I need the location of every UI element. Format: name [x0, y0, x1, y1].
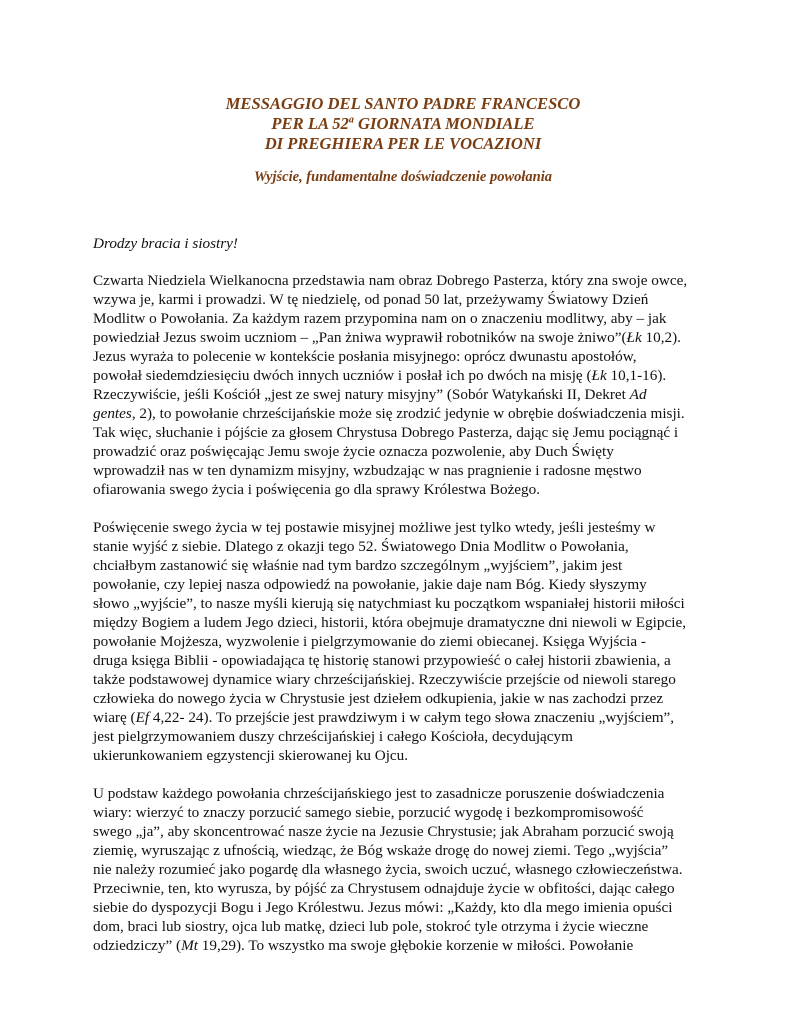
text-line: dom, braci lub siostry, ojca lub matkę, dzieci lub pole, stokroć tyle otrzyma i życie wieczne	[93, 918, 649, 935]
text-run: 10,1-16).	[606, 367, 667, 384]
text-run: wiarę (	[93, 709, 136, 726]
citation-title: Ad	[629, 386, 647, 403]
citation-book: Mt	[181, 937, 198, 954]
text-line: chciałbym zastanowić się właśnie nad tym bardzo szczególnym „wyjściem”, jakim jest	[93, 557, 623, 574]
text-run: 4,22- 24). To przejście jest prawdziwym i w całym tego słowa znaczeniu „wyjściem”,	[149, 709, 675, 726]
citation-book: Ef	[135, 709, 150, 726]
text-run: powiedział Jezus swoim uczniom – „Pan żniwa wyprawił robotników na swoje żniwo”(	[93, 329, 627, 346]
document-page	[93, 94, 713, 955]
text-line: jest pielgrzymowaniem duszy chrześcijańskiej i całego Kościoła, decydującym	[93, 728, 573, 745]
text-line: ziemię, wyruszając z ufnością, wiedząc, że Bóg wskaże drogę do nowej ziemi. Tego „wyjścia”	[93, 842, 669, 859]
text-line: druga księga Biblii - opowiadająca tę historię stanowi przypowieść o całej historii zbawienia, a	[93, 652, 671, 669]
text-line: powołanie, czy lepiej nasza odpowiedź na powołanie, jakie daje nam Bóg. Kiedy słyszymy	[93, 576, 647, 593]
text-run: 10,2).	[641, 329, 681, 346]
document-subtitle: Wyjście, fundamentalne doświadczenie powołania	[253, 169, 553, 185]
text-line: Poświęcenie swego życia w tej postawie misyjnej możliwe jest tylko wtedy, jeśli jesteśmy w	[93, 519, 656, 536]
text-line: Czwarta Niedziela Wielkanocna przedstawia nam obraz Dobrego Pasterza, który zna swoje owce,	[93, 272, 688, 289]
citation-book: Łk	[626, 329, 642, 346]
text-line	[93, 936, 713, 955]
text-run: odziedziczy” (	[93, 937, 182, 954]
text-line	[93, 366, 713, 385]
text-line: Tak więc, słuchanie i pójście za głosem Chrystusa Dobrego Pasterza, dając się Jemu pociągnąć i	[93, 424, 679, 441]
text-line: stanie wyjść z siebie. Dlatego z okazji tego 52. Światowego Dnia Modlitw o Powołania,	[93, 538, 629, 555]
citation-book: Łk	[591, 367, 607, 384]
paragraph-3	[93, 784, 713, 955]
text-line: wprowadził nas w ten dynamizm misyjny, wzbudzając w nas pragnienie i radosne męstwo	[93, 462, 642, 479]
text-line: także podstawowej dynamice wiary chrześcijańskiej. Rzeczywiście przejście od niewoli starego	[93, 671, 676, 688]
text-line: Modlitw o Powołania. Za każdym razem przypomina nam on o znaczeniu modlitwy, aby – jak	[93, 310, 667, 327]
text-run: 19,29). To wszystko ma swoje głębokie korzenie w miłości. Powołanie	[198, 937, 634, 954]
text-run: Rzeczywiście, jeśli Kościół „jest ze swej natury misyjny” (Sobór Watykański II, Dekret	[93, 386, 630, 403]
text-line: prowadzić oraz poświęcając Jemu swoje życie oznacza pozwolenie, aby Duch Święty	[93, 443, 614, 460]
greeting: Drodzy bracia i siostry!	[93, 235, 238, 252]
text-line: słowo „wyjście”, to nasze myśli kierują się natychmiast ku początkom wspaniałej historii miłości	[93, 595, 685, 612]
text-run: , 2), to powołanie chrześcijańskie może się zrodzić jedynie w obrębie doświadczenia misji.	[131, 405, 685, 422]
text-line: między Bogiem a ludem Jego dzieci, historii, która obejmuje dramatyczne dni niewoli w Egipcie,	[93, 614, 686, 631]
text-line: wzywa je, karmi i prowadzi. W tę niedzielę, od ponad 50 lat, przeżywamy Światowy Dzień	[93, 291, 649, 308]
title-line-2-start: PER LA 52	[271, 114, 349, 133]
text-line: ukierunkowaniem egzystencji skierowanej ku Ojcu.	[93, 747, 409, 764]
text-line: wiary: wierzyć to znaczy porzucić samego siebie, porzucić wygodę i bezkompromisowość	[93, 804, 644, 821]
text-line: nie należy rozumieć jako pogardę dla własnego życia, swoich uczuć, własnego człowieczeństwa.	[93, 861, 683, 878]
paragraph-2	[93, 518, 713, 765]
text-run: powołał siedemdziesięciu dwóch innych uczniów i posłał ich po dwóch na misję (	[93, 367, 592, 384]
text-line: U podstaw każdego powołania chrześcijańskiego jest to zasadnicze poruszenie doświadczenia	[93, 785, 665, 802]
text-line: Jezus wyraża to polecenie w kontekście posłania misyjnego: oprócz dwunastu apostołów,	[93, 348, 637, 365]
title-line-3: DI PREGHIERA PER LE VOCAZIONI	[264, 134, 542, 153]
text-line	[93, 404, 713, 423]
text-line: ofiarowania swego życia i poświęcenia go dla sprawy Królestwa Bożego.	[93, 481, 541, 498]
text-line: swego „ja”, aby skoncentrować nasze życie na Jezusie Chrystusie; jak Abraham porzucić swoją	[93, 823, 674, 840]
title-line-2	[93, 114, 713, 134]
text-line	[93, 385, 713, 404]
text-line: człowieka do nowego życia w Chrystusie jest dziełem odkupienia, jakie w nas zachodzi przez	[93, 690, 664, 707]
text-line	[93, 328, 713, 347]
citation-title: gentes	[93, 405, 132, 422]
title-line-2-end: GIORNATA MONDIALE	[353, 114, 535, 133]
text-line: Przeciwnie, ten, kto wyrusza, by pójść za Chrystusem odnajduje życie w obfitości, dając całego	[93, 880, 675, 897]
paragraph-1	[93, 271, 713, 499]
text-line: powołanie Mojżesza, wyzwolenie i pielgrzymowanie do ziemi obiecanej. Księga Wyjścia -	[93, 633, 646, 650]
document-title	[93, 94, 713, 154]
title-line-1: MESSAGGIO DEL SANTO PADRE FRANCESCO	[225, 94, 581, 113]
title-ordinal-superscript: a	[348, 114, 354, 126]
text-line: siebie do dyspozycji Bogu i Jego Królestwu. Jezus mówi: „Każdy, kto dla mego imienia opuści	[93, 899, 673, 916]
text-line	[93, 708, 713, 727]
